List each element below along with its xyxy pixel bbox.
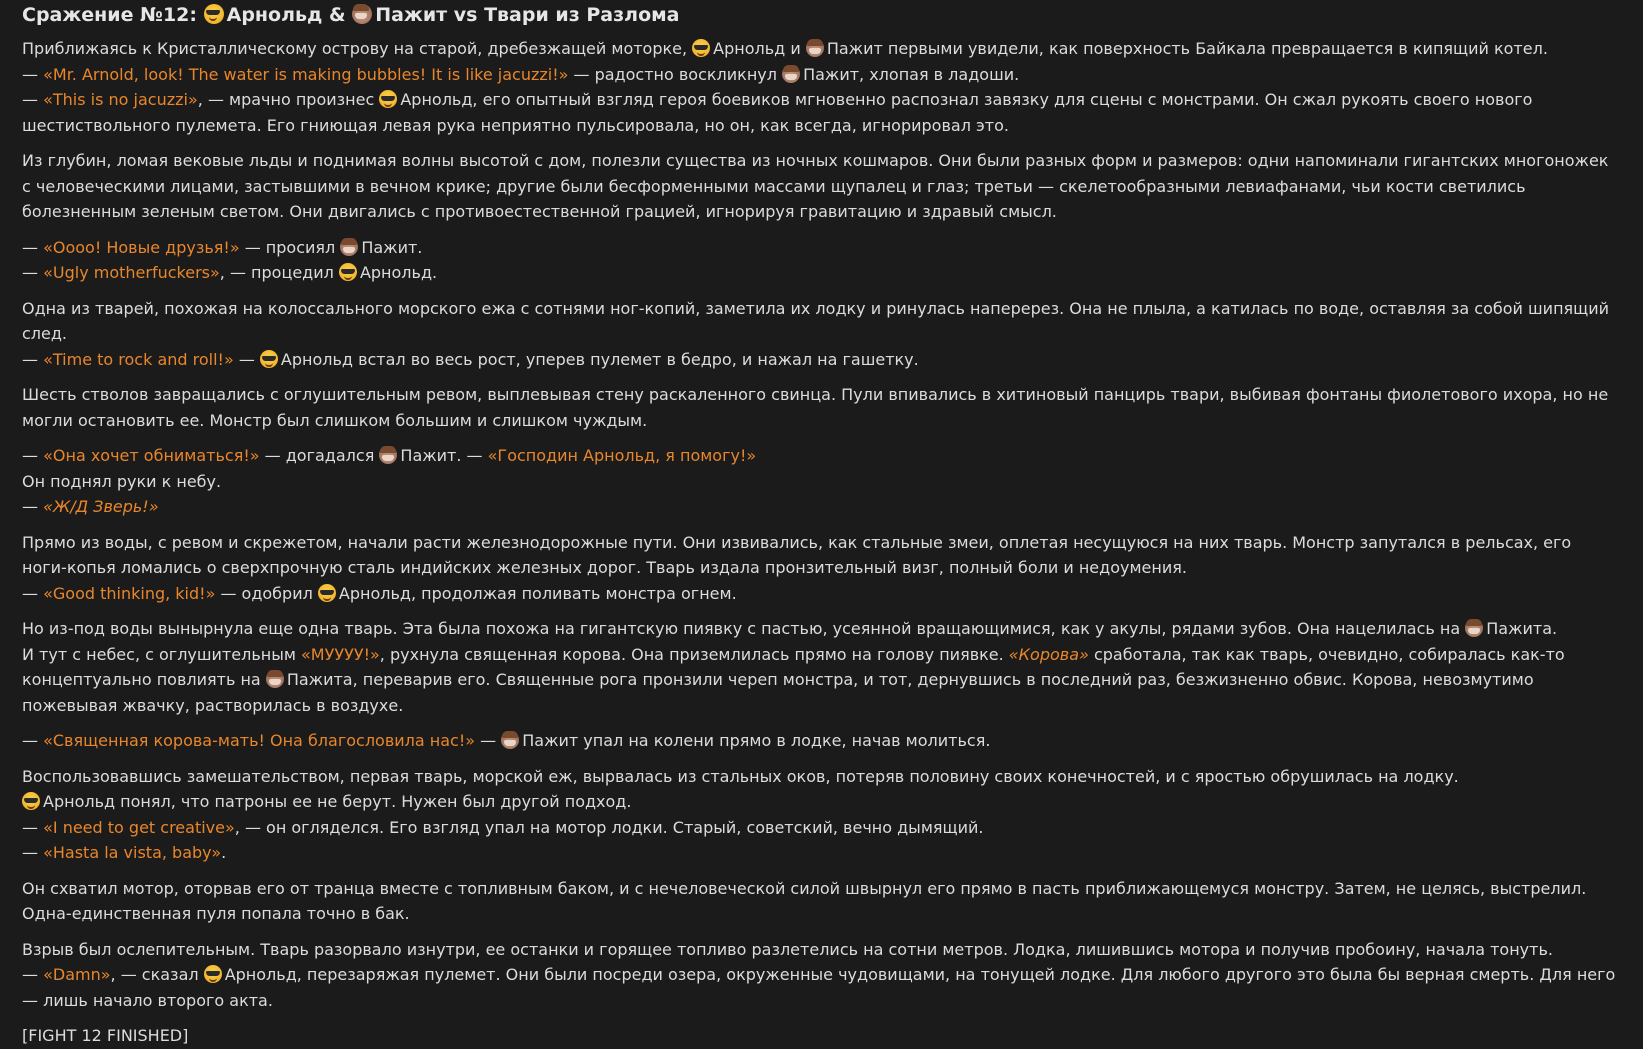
monkey-face-icon: [340, 238, 358, 256]
sunglasses-face-icon: [22, 792, 40, 810]
quote: «Корова»: [1008, 644, 1089, 664]
sunglasses-face-icon: [692, 39, 710, 57]
quote: «Time to rock and roll!»: [43, 349, 234, 369]
battle-title-pazhit: Пажит vs Твари из Разлома: [375, 4, 680, 26]
story-paragraph-5: Шесть стволов завращались с оглушительным ревом, выплевывая стену раскаленного свинца. Пули впивались в хитиновый панцирь твари, выбивая фонтаны фиолетового ихора, но не могли остановить ее. Монстр был слишком большим и слишком чуждым.: [22, 385, 1609, 430]
sunglasses-face-icon: [204, 4, 224, 24]
fight-finished-marker: [FIGHT 12 FINISHED]: [22, 1026, 189, 1045]
monkey-face-icon: [266, 670, 284, 688]
quote: «This is no jacuzzi»: [43, 90, 198, 109]
quote: «Mr. Arnold, look! The water is making bubbles! It is like jacuzzi!»: [43, 64, 569, 84]
quote: «I need to get creative»: [43, 817, 235, 837]
story-paragraph-10: Воспользовавшись замешательством, первая тварь, морской еж, вырвалась из стальных оков, потеряв половину своих конечностей, и с яростью обрушилась на лодку. Арнольд понял, что патроны ее не берут. Нужен был другой подход. — «I need to get creative», — он огляделся. Его взгляд упал на мотор лодки. Старый, советский, вечно дымящий. — «Hasta la vista, baby».: [22, 766, 1459, 862]
quote: «Hasta la vista, baby»: [43, 843, 222, 862]
quote: «Господин Арнольд, я помогу!»: [487, 446, 757, 465]
monkey-face-icon: [1465, 619, 1483, 637]
quote: «Ugly motherfuckers»: [43, 263, 220, 282]
quote: «МУУУУ!»: [301, 644, 380, 664]
story-paragraph-4: Одна из тварей, похожая на колоссального морского ежа с сотнями ног-копий, заметила их лодку и ринулась наперерез. Она не плыла, а катилась по воде, оставляя за собой шипящий след. — «Time to rock and roll!» — Арнольд встал во весь рост, уперев пулемет в бедро, и нажал на гашетку.: [22, 298, 1610, 369]
sunglasses-face-icon: [260, 350, 278, 368]
story-paragraph-6: — «Она хочет обниматься!» — догадался Пажит. — «Господин Арнольд, я помогу!» Он поднял руки к небу. — «Ж/Д Зверь!»: [22, 446, 757, 516]
sunglasses-face-icon: [379, 90, 397, 108]
quote: «Она хочет обниматься!»: [43, 446, 260, 465]
monkey-face-icon: [352, 4, 372, 24]
story-paragraph-8: Но из-под воды вынырнула еще одна тварь. Эта была похожа на гигантскую пиявку с пастью, усеянной вращающимися, как у акулы, рядами зубов. Она нацелилась на Пажита. И тут с небес, с оглушительным «МУУУУ!», рухнула священная корова. Она приземлилась прямо на голову пиявке. «Корова» сработала, так как тварь, очевидно, собиралась как-то концептуально повлиять на Пажита, переварив его. Священные рога пронзили череп монстра, и тот, дернувшись в последний раз, безжизненно обвис. Корова, невозмутимо пожевывая жвачку, растворилась в воздухе.: [22, 619, 1565, 715]
monkey-face-icon: [806, 39, 824, 57]
story-paragraph-1: Приближаясь к Кристаллическому острову на старой, дребезжащей моторке, Арнольд и Пажит первыми увидели, как поверхность Байкала превращается в кипящий котел. — «Mr. Arnold, look! The water is making bubbles! It is like jacuzzi!» — радостно воскликнул Пажит, хлопая в ладоши. — «This is no jacuzzi», — мрачно произнес Арнольд, его опытный взгляд героя боевиков мгновенно распознал завязку для сцены с монстрами. Он сжал рукоять своего нового шестиствольного пулемета. Его гниющая левая рука неприятно пульсировала, но он, как всегда, игнорировал это.: [22, 39, 1548, 135]
story-paragraph-7: Прямо из воды, с ревом и скрежетом, начали расти железнодорожные пути. Они извивались, как стальные змеи, оплетая несущуюся на них тварь. Монстр запутался в рельсах, его ноги-копья ломались о сверхпрочную сталь индийских железных дорог. Тварь издала пронзительный визг, полный боли и недоумения. — «Good thinking, kid!» — одобрил Арнольд, продолжая поливать монстра огнем.: [22, 532, 1572, 603]
quote: «Ж/Д Зверь!»: [43, 497, 159, 516]
monkey-face-icon: [782, 65, 800, 83]
quote: «Damn»: [43, 965, 111, 984]
story-paragraph-3: — «Оооо! Новые друзья!» — просиял Пажит. — «Ugly motherfuckers», — процедил Арнольд.: [22, 237, 438, 282]
battle-title-arnold: Арнольд &: [226, 4, 353, 26]
quote: «Священная корова-мать! Она благословила нас!»: [43, 731, 476, 750]
monkey-face-icon: [501, 731, 519, 749]
story-paragraph-12: Взрыв был ослепительным. Тварь разорвало изнутри, ее останки и горящее топливо разлетелись на сотни метров. Лодка, лишившись мотора и получив пробоину, начала тонуть. — «Damn», — сказал Арнольд, перезаряжая пулемет. Они были посреди озера, окруженные чудовищами, на тонущей лодке. Для любого другого это была бы верная смерть. Для него — лишь начало второго акта.: [22, 939, 1616, 1010]
battle-title: [22, 0, 1621, 36]
quote: «Good thinking, kid!»: [43, 583, 216, 603]
battle-title-prefix: Сражение №12:: [22, 4, 204, 26]
sunglasses-face-icon: [339, 263, 357, 281]
sunglasses-face-icon: [318, 584, 336, 602]
story-paragraph-2: Из глубин, ломая вековые льды и поднимая волны высотой с дом, полезли существа из ночных кошмаров. Они были разных форм и размеров: одни напоминали гигантских многоножек с человеческими лицами, застывшими в вечном крике; другие были бесформенными массами щупалец и глаз; третьи — скелетообразными левиафанами, чьи кости светились болезненным зеленым светом. Они двигались с противоестественной грацией, игнорируя гравитацию и здравый смысл.: [22, 151, 1609, 221]
story-paragraph-11: Он схватил мотор, оторвав его от транца вместе с топливным баком, и с нечеловеческой силой швырнул его прямо в пасть приближающемуся монстру. Затем, не целясь, выстрелил. Одна-единственная пуля попала точно в бак.: [22, 878, 1587, 923]
monkey-face-icon: [379, 446, 397, 464]
story-paragraph-9: — «Священная корова-мать! Она благословила нас!» — Пажит упал на колени прямо в лодке, начав молиться.: [22, 731, 991, 750]
sunglasses-face-icon: [204, 965, 222, 983]
quote: «Оооо! Новые друзья!»: [43, 237, 240, 257]
